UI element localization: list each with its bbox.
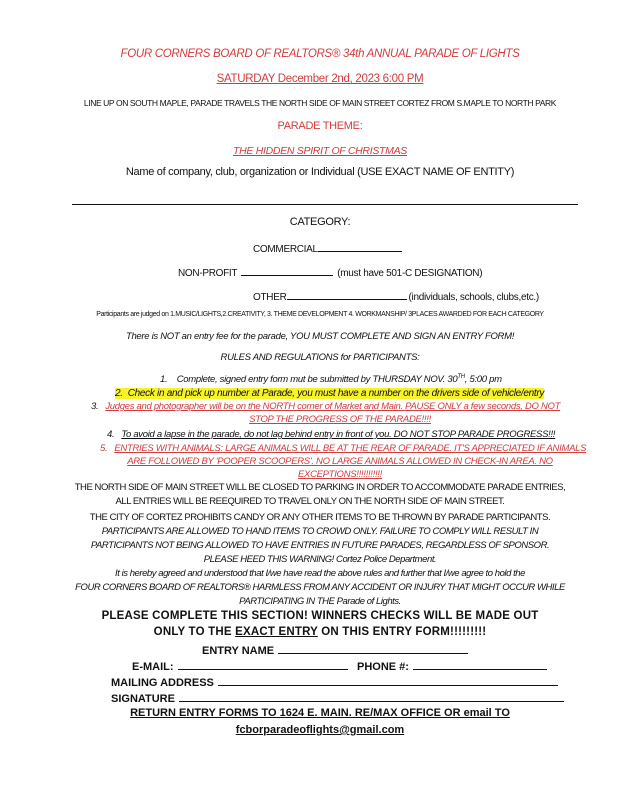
complete-section-2b: EXACT ENTRY	[235, 626, 318, 638]
return-email[interactable]: fcborparadeoflights@gmail.com	[235, 724, 405, 736]
event-date: SATURDAY December 2nd, 2023 6:00 PM	[216, 73, 424, 85]
rule-3-text-1: Judges and photographer will be on the NORTH corner of Market and Main. PAUSE ONLY a few seconds, DO NOT	[105, 401, 561, 412]
rules-title: RULES AND REGULATIONS for PARTICIPANTS:	[220, 352, 420, 363]
entry-name-row	[202, 642, 468, 657]
rule-1-text: Complete, signed entry form mut be submitted by THURSDAY NOV. 30	[176, 374, 458, 386]
mailing-row	[111, 674, 558, 689]
category-title: CATEGORY:	[289, 216, 351, 228]
return-instructions: RETURN ENTRY FORMS TO 1624 E. MAIN. RE/MAX OFFICE OR email TO	[130, 707, 510, 719]
rule-1-number: 1.	[160, 374, 168, 386]
email-label: E-MAIL:	[132, 661, 174, 673]
complete-section-2c: ON THIS ENTRY FORM!!!!!!!!!	[317, 626, 487, 638]
rule-3	[91, 401, 560, 412]
rule-5	[100, 443, 586, 454]
mailing-label: MAILING ADDRESS	[111, 677, 214, 689]
other-blank[interactable]	[287, 288, 407, 300]
rule-3-text-2: STOP THE PROGRESS OF THE PARADE!!!!	[249, 414, 431, 425]
theme-label: PARADE THEME:	[277, 120, 363, 132]
entity-name-prompt: Name of company, club, organization or Individual (USE EXACT NAME OF ENTITY)	[125, 166, 515, 178]
rule-5-text-1: ENTRIES WITH ANIMALS: LARGE ANIMALS WILL BE AT THE REAR OF PARADE. IT'S APPRECIATED IF ANIMALS	[114, 443, 587, 454]
email-field[interactable]	[178, 658, 348, 670]
rule-3-number: 3.	[91, 401, 99, 412]
entry-name-field[interactable]	[278, 642, 468, 654]
rule-5-text-3: EXCEPTIONS!!!!!!!!!!!	[298, 469, 382, 480]
phone-label: PHONE #:	[357, 661, 409, 673]
warning-2: PARTICIPANTS NOT BEING ALLOWED TO HAVE ENTRIES IN FUTURE PARADES, REGARDLESS OF SPONSOR.	[90, 540, 550, 551]
signature-field[interactable]	[179, 690, 564, 702]
mailing-field[interactable]	[218, 674, 558, 686]
street-closure-2: ALL ENTRIES WILL BE REEQUIRED TO TRAVEL ONLY ON THE NORTH SIDE OF MAIN STREET.	[115, 496, 505, 507]
lineup-info: LINE UP ON SOUTH MAPLE, PARADE TRAVELS THE NORTH SIDE OF MAIN STREET CORTEZ FROM S.MAPLE TO NORTH PARK	[83, 98, 557, 108]
entry-name-label: ENTRY NAME	[202, 645, 275, 657]
rule-1-sup: TH	[457, 374, 465, 380]
other-note: (individuals, schools, clubs,etc.)	[408, 292, 539, 303]
nonprofit-note: (must have 501-C DESIGNATION)	[337, 268, 483, 279]
parade-theme: THE HIDDEN SPIRIT OF CHRISTMAS	[233, 145, 407, 157]
nonprofit-blank[interactable]	[241, 264, 333, 276]
rule-1-tail: , 5:00 pm	[464, 374, 502, 386]
entity-name-line[interactable]	[72, 204, 578, 205]
no-fee-note: There is NOT an entry fee for the parade, YOU MUST COMPLETE AND SIGN AN ENTRY FORM!	[125, 331, 515, 342]
email-row	[132, 658, 348, 673]
warning-1: PARTICIPANTS ARE ALLOWED TO HAND ITEMS TO CROWD ONLY. FAILURE TO COMPLY WILL RESULT IN	[101, 526, 539, 537]
rule-2-highlight	[115, 388, 544, 399]
commercial-option	[253, 240, 402, 255]
rule-1	[160, 374, 502, 385]
judging-criteria: Participants are judged on 1.MUSIC/LIGHTS,2.CREATIVITY, 3. THEME DEVELOPMENT 4. WORKMANSHIP/ 3PLACES AWARDED FOR EACH CATEGORY	[96, 311, 544, 318]
agreement-1: It is hereby agreed and understood that I/we have read the above rules and further that I/we agree to hold the	[115, 568, 525, 579]
commercial-label: COMMERCIAL	[253, 244, 318, 255]
rule-2	[115, 388, 544, 399]
nonprofit-label: NON-PROFIT	[178, 268, 238, 279]
complete-section-1: PLEASE COMPLETE THIS SECTION! WINNERS CHECKS WILL BE MADE OUT	[101, 610, 539, 622]
signature-row	[111, 690, 564, 705]
complete-section-2	[0, 626, 640, 638]
event-title: FOUR CORNERS BOARD OF REALTORS® 34th ANNUAL PARADE OF LIGHTS	[120, 48, 520, 60]
phone-field[interactable]	[413, 658, 547, 670]
rule-2-text: Check in and pick up number at Parade, you must have a number on the drivers side of vehicle/entry	[127, 388, 545, 399]
candy-prohibition: THE CITY OF CORTEZ PROHIBITS CANDY OR ANY OTHER ITEMS TO BE THROWN BY PARADE PARTICIPANTS.	[89, 512, 551, 523]
rule-5-number: 5.	[100, 443, 108, 454]
rule-4	[107, 429, 555, 440]
street-closure-1: THE NORTH SIDE OF MAIN STREET WILL BE CLOSED TO PARKING IN ORDER TO ACCOMMODATE PARADE ENTRIES,	[74, 482, 566, 493]
rule-5-text-2: ARE FOLLOWED BY 'POOPER SCOOPERS'. NO LARGE ANIMALS ALLOWED IN CHECK-IN AREA. NO	[127, 456, 553, 467]
warning-3: PLEASE HEED THIS WARNING! Cortez Police Department.	[203, 554, 437, 565]
other-label: OTHER	[253, 292, 287, 303]
agreement-3: PARTICIPATING IN THE Parade of Lights.	[239, 596, 401, 607]
other-option	[253, 288, 539, 303]
rule-4-number: 4.	[107, 429, 115, 440]
phone-row	[357, 658, 547, 673]
rule-2-number: 2.	[115, 388, 123, 399]
nonprofit-option	[178, 264, 482, 279]
complete-section-2a: ONLY TO THE	[153, 626, 236, 638]
commercial-blank[interactable]	[318, 240, 402, 252]
rule-4-text: To avoid a lapse in the parade, do not lag behind entry in front of you. DO NOT STOP PARADE PROGRESS!!!	[121, 429, 556, 440]
agreement-2: FOUR CORNERS BOARD OF REALTORS® HARMLESS FROM ANY ACCIDENT OR INJURY THAT MIGHT OCCUR WHILE	[75, 582, 565, 593]
signature-label: SIGNATURE	[111, 693, 175, 705]
